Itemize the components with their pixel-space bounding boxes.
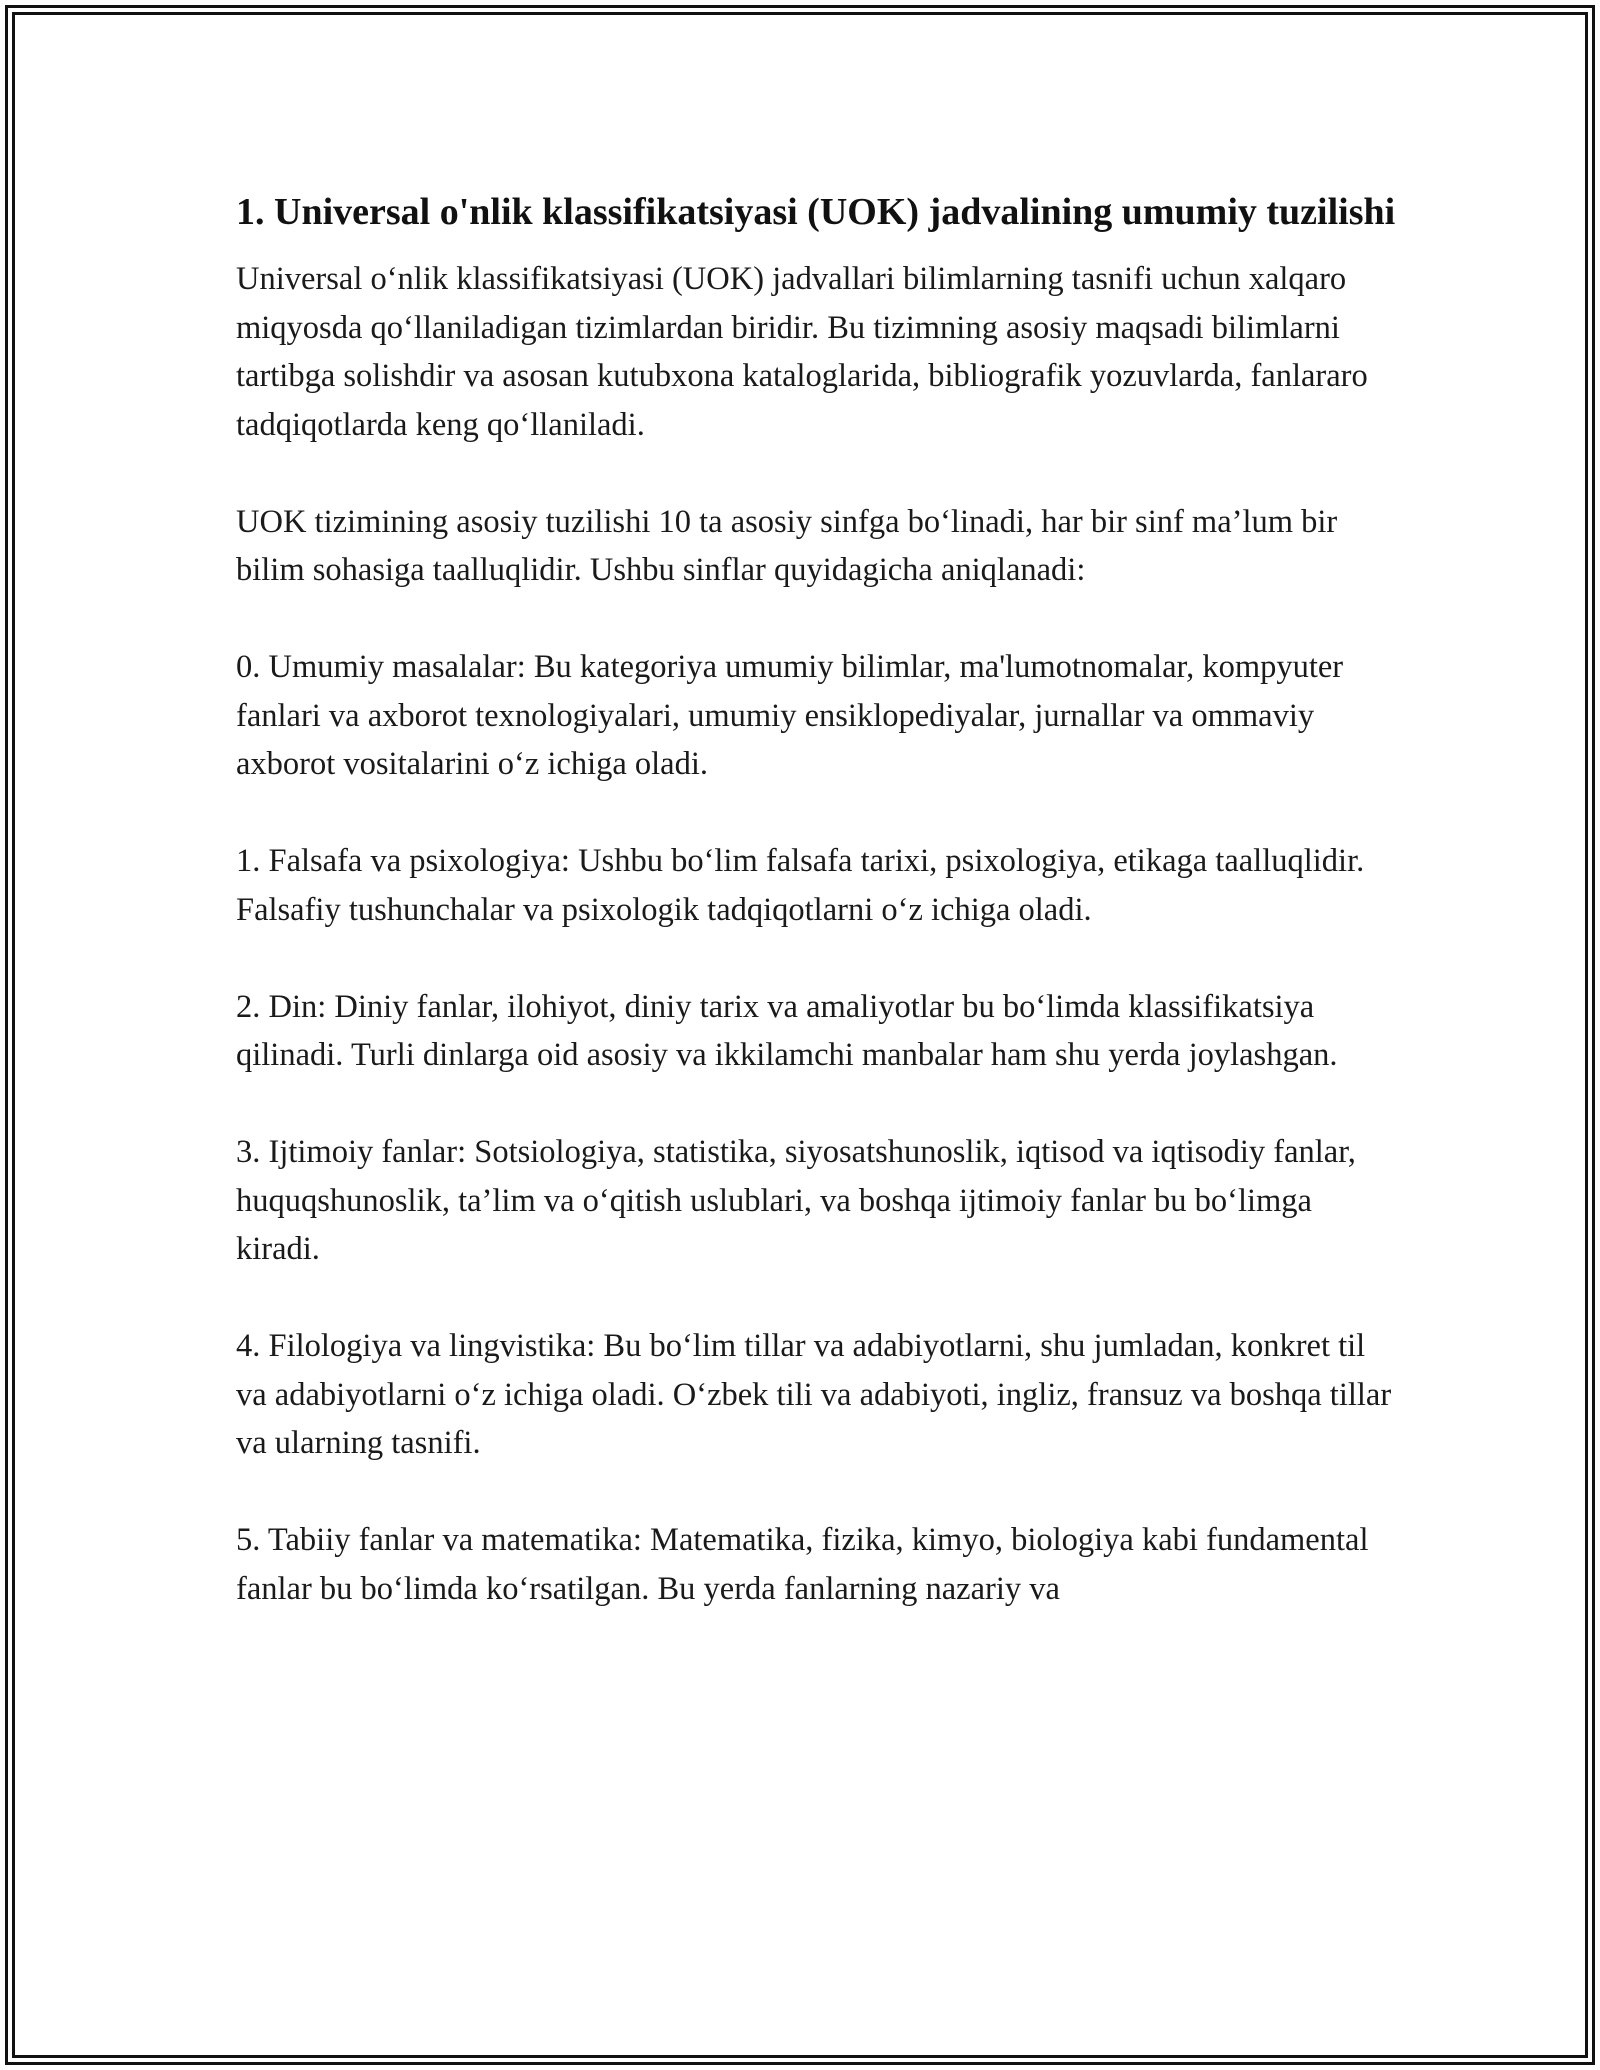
document-title: 1. Universal o'nlik klassifikatsiyasi (UOK) jadvalining umumiy tuzilishi bbox=[236, 191, 1396, 233]
paragraph-class-3: 3. Ijtimoiy fanlar: Sotsiologiya, statistika, siyosatshunoslik, iqtisod va iqtisodiy fanlar, huquqshunoslik, ta’lim va o‘qitish uslublari, va boshqa ijtimoiy fanlar bu bo‘limga kiradi. bbox=[236, 1134, 1356, 1267]
paragraph-class-1: 1. Falsafa va psixologiya: Ushbu bo‘lim falsafa tarixi, psixologiya, etikaga taalluqlidir. Falsafiy tushunchalar va psixologik tadqiqotlarni o‘z ichiga oladi. bbox=[236, 843, 1365, 928]
document-body bbox=[236, 186, 1396, 1662]
paragraph-class-5: 5. Tabiiy fanlar va matematika: Matematika, fizika, kimyo, biologiya kabi fundamental fanlar bu bo‘limda ko‘rsatilgan. Bu yerda fanlarning nazariy va bbox=[236, 1522, 1369, 1607]
paragraph-class-4: 4. Filologiya va lingvistika: Bu bo‘lim tillar va adabiyotlarni, shu jumladan, konkret til va adabiyotlarni o‘z ichiga oladi. O‘zbek tili va adabiyoti, ingliz, fransuz va boshqa tillar va ularning tasnifi. bbox=[236, 1328, 1392, 1461]
paragraph-class-2: 2. Din: Diniy fanlar, ilohiyot, diniy tarix va amaliyotlar bu bo‘limda klassifikatsiya qilinadi. Turli dinlarga oid asosiy va ikkilamchi manbalar ham shu yerda joylashgan. bbox=[236, 988, 1338, 1073]
paragraph-structure: UOK tizimining asosiy tuzilishi 10 ta asosiy sinfga bo‘linadi, har bir sinf ma’lum bir bilim sohasiga taalluqlidir. Ushbu sinflar quyidagicha aniqlanadi: bbox=[236, 503, 1338, 588]
paragraph-intro: Universal o‘nlik klassifikatsiyasi (UOK) jadvallari bilimlarning tasnifi uchun xalqaro miqyosda qo‘llaniladigan tizimlardan biridir. Bu tizimning asosiy maqsadi bilimlarni tartibga solishdir va asosan kutubxona kataloglarida, bibliografik yozuvlarda, fanlararo tadqiqotlarda keng qo‘llaniladi. bbox=[236, 261, 1368, 443]
paragraph-class-0: 0. Umumiy masalalar: Bu kategoriya umumiy bilimlar, ma'lumotnomalar, kompyuter fanlari va axborot texnologiyalari, umumiy ensiklopediyalar, jurnallar va ommaviy axborot vositalarini o‘z ichiga oladi. bbox=[236, 649, 1344, 782]
